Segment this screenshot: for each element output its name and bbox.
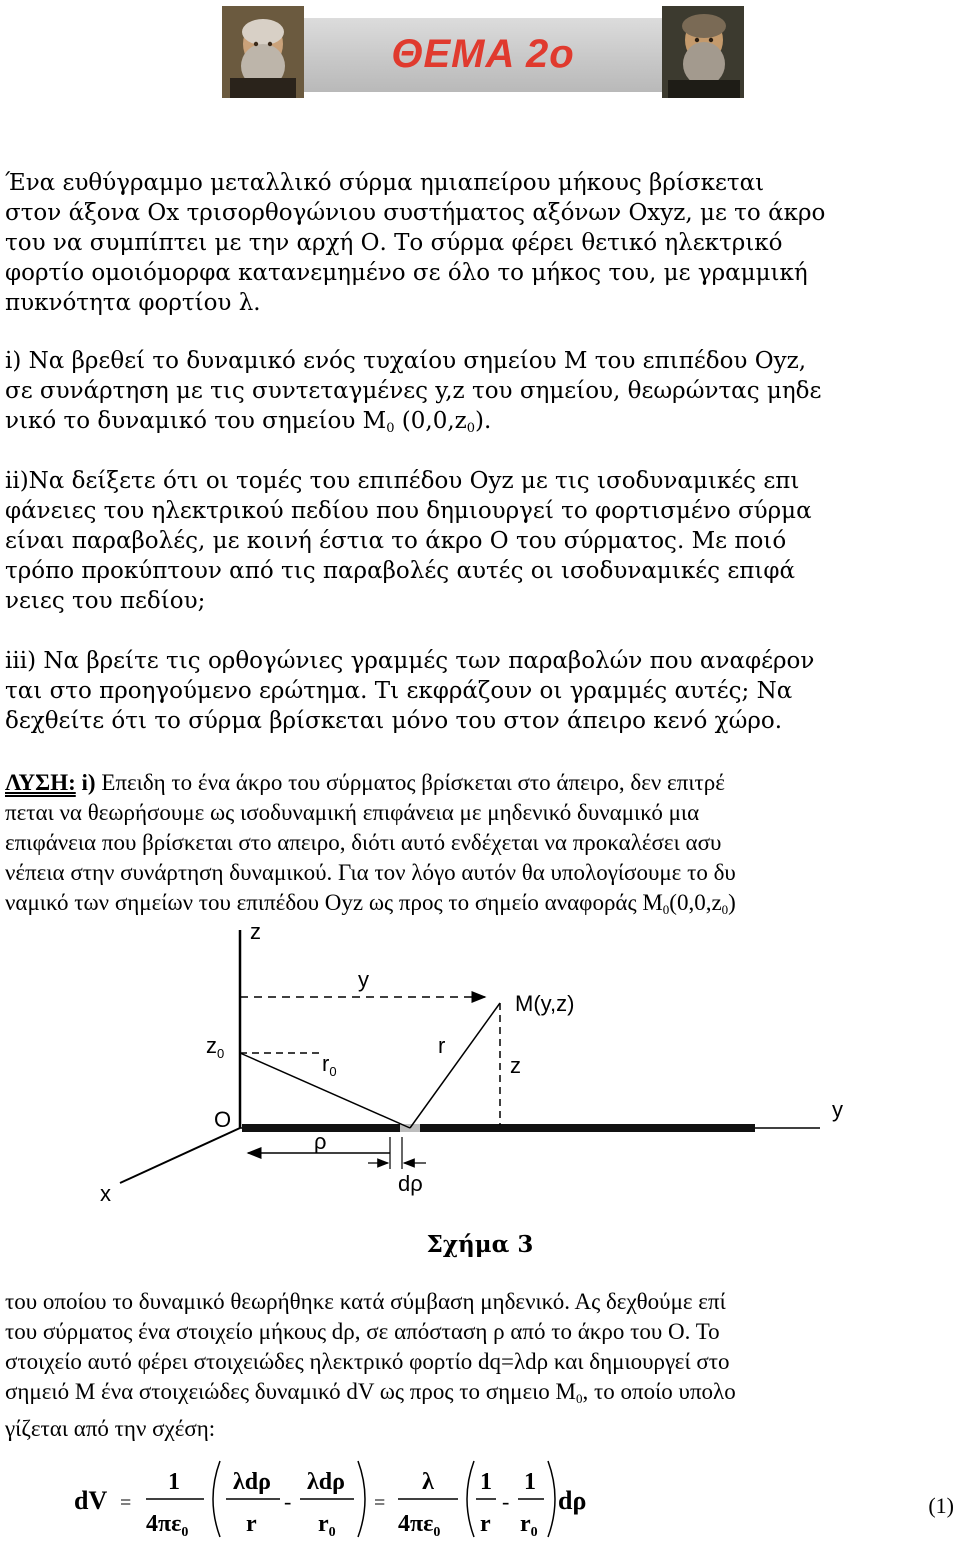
- intro-line: στον άξονα Οx τρισορθογώνιου συστήματος αξόνων Οxyz, με το άκρο: [5, 200, 826, 226]
- banner-band: [304, 18, 662, 92]
- intro-line: του να συμπίπτει με την αρχή Ο. Το σύρμα φέρει θετικό ηλεκτρικό: [5, 230, 783, 256]
- question-1: [5, 346, 955, 444]
- question-2-line: είναι παραβολές, με κοινή έστια το άκρο Ο του σύρματος. Με ποιό: [5, 528, 787, 554]
- z-dimension-label: z: [510, 1053, 521, 1078]
- frac6-numerator: 1: [524, 1469, 536, 1495]
- question-2: [5, 466, 955, 616]
- solution-first-line: ΛΥΣΗ: i) Επειδη το ένα άκρο του σύρματος βρίσκεται στο άπειρο, δεν επιτρέ: [5, 770, 725, 795]
- intro-line: Ένα ευθύγραμμο μεταλλικό σύρμα ημιαπείρου μήκους βρίσκεται: [5, 170, 765, 196]
- frac1-numerator: 1: [168, 1469, 180, 1495]
- question-2-line: τρόπο προκύπτουν από τις παραβολές αυτές οι ισοδυναμικές επιφά: [5, 558, 796, 584]
- question-1-line: σε συνάρτηση με τις συντεταγμένες y,z του σημείου, θεωρώντας μηδε: [5, 378, 822, 404]
- left-portrait-image: [222, 6, 304, 98]
- x-axis-label: x: [100, 1181, 111, 1206]
- continuation-line: στοιχείο αυτό φέρει στοιχειώδες ηλεκτρικό φορτίο dq=λdρ και δημιουργεί στο: [5, 1349, 730, 1374]
- figure-caption: Σχήμα 3: [426, 1231, 534, 1258]
- question-3-line: δεχθείτε ότι το σύρμα βρίσκεται μόνο του στον άπειρο κενό χώρο.: [5, 708, 783, 734]
- eq-equals-2: =: [374, 1492, 386, 1514]
- z-axis-label: z: [250, 925, 261, 944]
- equation-1: [70, 1455, 960, 1541]
- solution-label: ΛΥΣΗ:: [5, 770, 76, 795]
- problem-intro: [5, 168, 955, 318]
- continuation-text: [5, 1287, 955, 1444]
- intro-line: φορτίο ομοιόμορφα κατανεμημένο σε όλο το μήκος του, με γραμμική: [5, 260, 808, 286]
- rho-label: ρ: [314, 1129, 327, 1154]
- eq-equals-1: =: [120, 1492, 132, 1514]
- frac3-denominator: $r_0$: [318, 1511, 336, 1540]
- frac4-denominator: $4\pi\varepsilon_0$: [398, 1511, 441, 1540]
- continuation-line: γίζεται από την σχέση:: [5, 1416, 216, 1441]
- frac2-denominator: r: [246, 1511, 257, 1537]
- z0-label: $z_0$: [206, 1033, 225, 1061]
- y-axis-label: y: [832, 1097, 843, 1122]
- eq-minus-1: -: [284, 1489, 292, 1514]
- x-axis-line: [120, 1128, 240, 1183]
- origin-label: O: [214, 1107, 232, 1132]
- frac5-numerator: 1: [480, 1469, 492, 1495]
- question-2-line: νειες του πεδίου;: [5, 588, 206, 614]
- r-line: [410, 1003, 500, 1128]
- frac5-denominator: r: [480, 1511, 491, 1537]
- question-1-line: νικό το δυναμικό του σημείου $M_0$ $(0,0,z_0)$.: [5, 408, 492, 436]
- frac2-numerator: λdρ: [233, 1469, 271, 1495]
- eq-minus-2: -: [502, 1489, 510, 1514]
- intro-line: πυκνότητα φορτίου λ.: [5, 290, 261, 316]
- question-2-line: φάνειες του ηλεκτρικού πεδίου που δημιουργεί το φορτισμένο σύρμα: [5, 498, 812, 524]
- frac3-numerator: λdρ: [307, 1469, 345, 1495]
- continuation-line: του σύρματος ένα στοιχείο μήκους dρ, σε απόσταση ρ από το άκρο του Ο. Το: [5, 1319, 720, 1344]
- question-1-line: i) Να βρεθεί το δυναμικό ενός τυχαίου σημείου Μ του επιπέδου Οyz,: [5, 348, 807, 374]
- eq-tail: dρ: [558, 1486, 587, 1515]
- question-3: [5, 646, 955, 736]
- point-M-label: M(y,z): [515, 991, 575, 1016]
- question-3-line: ται στο προηγούμενο ερώτημα. Τι εκφράζουν οι γραμμές αυτές; Να: [5, 678, 793, 704]
- banner-title: ΘΕΜΑ 2ο: [391, 32, 575, 76]
- eq-lhs: dV: [74, 1486, 108, 1515]
- frac4-numerator: λ: [422, 1469, 434, 1495]
- header-banner: [222, 6, 746, 98]
- r-label: r: [438, 1033, 446, 1058]
- solution-line: πεται να θεωρήσουμε ως ισοδυναμική επιφάνεια με μηδενικό δυναμικό μια: [5, 800, 700, 825]
- frac1-denominator: $4\pi\varepsilon_0$: [146, 1511, 189, 1540]
- solution-line: επιφάνεια που βρίσκεται στο απειρο, διότι αυτό ενδέχεται να προκαλέσει ασυ: [5, 830, 722, 855]
- frac6-denominator: $r_0$: [520, 1511, 538, 1540]
- solution-text: [5, 768, 955, 925]
- figure-3: [90, 925, 870, 1225]
- continuation-line: σημειό Μ ένα στοιχειώδες δυναμικό dV ως προς το σημειο $M_0$, το οποίο υπολο: [5, 1379, 736, 1406]
- solution-line: νέπεια στην συνάρτηση δυναμικού. Για τον λόγο αυτόν θα υπολογίσουμε το δυ: [5, 860, 736, 885]
- solution-line: ναμικό των σημείων του επιπέδου Οyz ως προς το σημείο αναφοράς $M_0(0,0,z_0)$: [5, 890, 736, 917]
- r0-label: $r_0$: [322, 1051, 337, 1079]
- continuation-line: του οποίου το δυναμικό θεωρήθηκε κατά σύμβαση μηδενικό. Ας δεχθούμε επί: [5, 1289, 726, 1314]
- drho-label: dρ: [398, 1171, 423, 1196]
- y-dimension-label: y: [358, 967, 369, 992]
- equation-number: (1): [928, 1493, 954, 1518]
- question-3-line: iii) Να βρείτε τις ορθογώνιες γραμμές των παραβολών που αναφέρον: [5, 648, 815, 674]
- question-2-line: ii)Να δείξετε ότι οι τομές του επιπέδου Οyz με τις ισοδυναμικές επι: [5, 468, 800, 494]
- right-portrait-image: [662, 6, 744, 98]
